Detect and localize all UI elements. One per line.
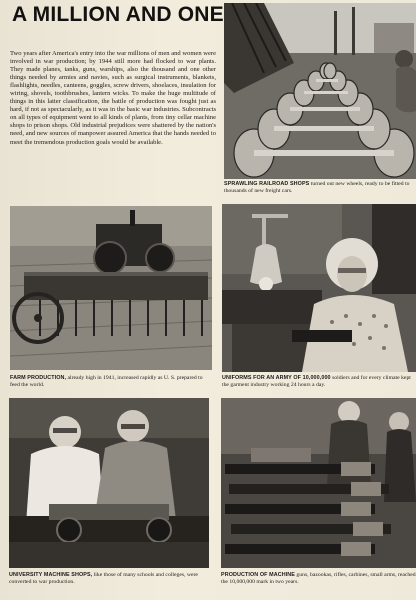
farm-caption-text: already high in 1941, increased rapidly as U. S. prepared to feed the world. xyxy=(10,375,203,389)
university-caption-text: like those of many schools and colleges, were converted to war production. xyxy=(9,572,198,586)
uniforms-caption-text: soldiers and for every climate kept the garment industry working 24 hours a day. xyxy=(222,375,411,389)
uniforms-caption xyxy=(222,375,416,389)
machine-caption xyxy=(221,572,416,586)
university-machine-shop-photo xyxy=(9,398,209,568)
machine-gun-production-photo xyxy=(221,398,416,568)
railroad-caption-head: SPRAWLING RAILROAD SHOPS xyxy=(224,181,310,187)
railroad-caption xyxy=(224,181,416,195)
uniform-production-photo xyxy=(222,204,416,372)
farm-caption xyxy=(10,375,212,389)
railroad-caption-text: turned out new wheels, ready to be fitted to thousands of new freight cars. xyxy=(224,181,410,195)
farm-production-photo xyxy=(10,206,212,370)
machine-caption-text: guns, bazookas, rifles, carbines, small arms, reached the 10,000,000 mark in two years. xyxy=(221,572,416,586)
uniforms-caption-head: UNIFORMS FOR AN ARMY OF 10,000,000 xyxy=(222,375,331,381)
university-caption-head: UNIVERSITY MACHINE SHOPS, xyxy=(9,572,93,578)
intro-article-text: Two years after America's entry into the war millions of men and women were involved in war production; by 1944 still more had flocked to war plants. They made planes, tanks, guns, warships, also the thousand and one other things needed by armies and navies, such as surgical instruments, blankets, flashlights, needles, canteens, goggles, screw drivers, shoelaces, insulation for wiring, shovels, toothbrushes, lantern wicks. To make the huge multitude of things in this latter classification, the battle of production was fought just as hard, if not as spectacularly, as it was in the basic war industries. Subcontracts on all types of equipment went to all kinds of plants, from tiny cellar machine shops to prison shops. Old industrial prejudices were shattered by the nation's need, and new sources of manpower assured America that the hands needed to meet the tremendous production goals would be available. xyxy=(10,50,216,146)
university-caption xyxy=(9,572,209,586)
machine-caption-head: PRODUCTION OF MACHINE xyxy=(221,572,295,578)
farm-caption-head: FARM PRODUCTION, xyxy=(10,375,67,381)
page-headline: A MILLION AND ONE xyxy=(12,3,224,26)
railroad-shop-photo xyxy=(224,3,416,179)
